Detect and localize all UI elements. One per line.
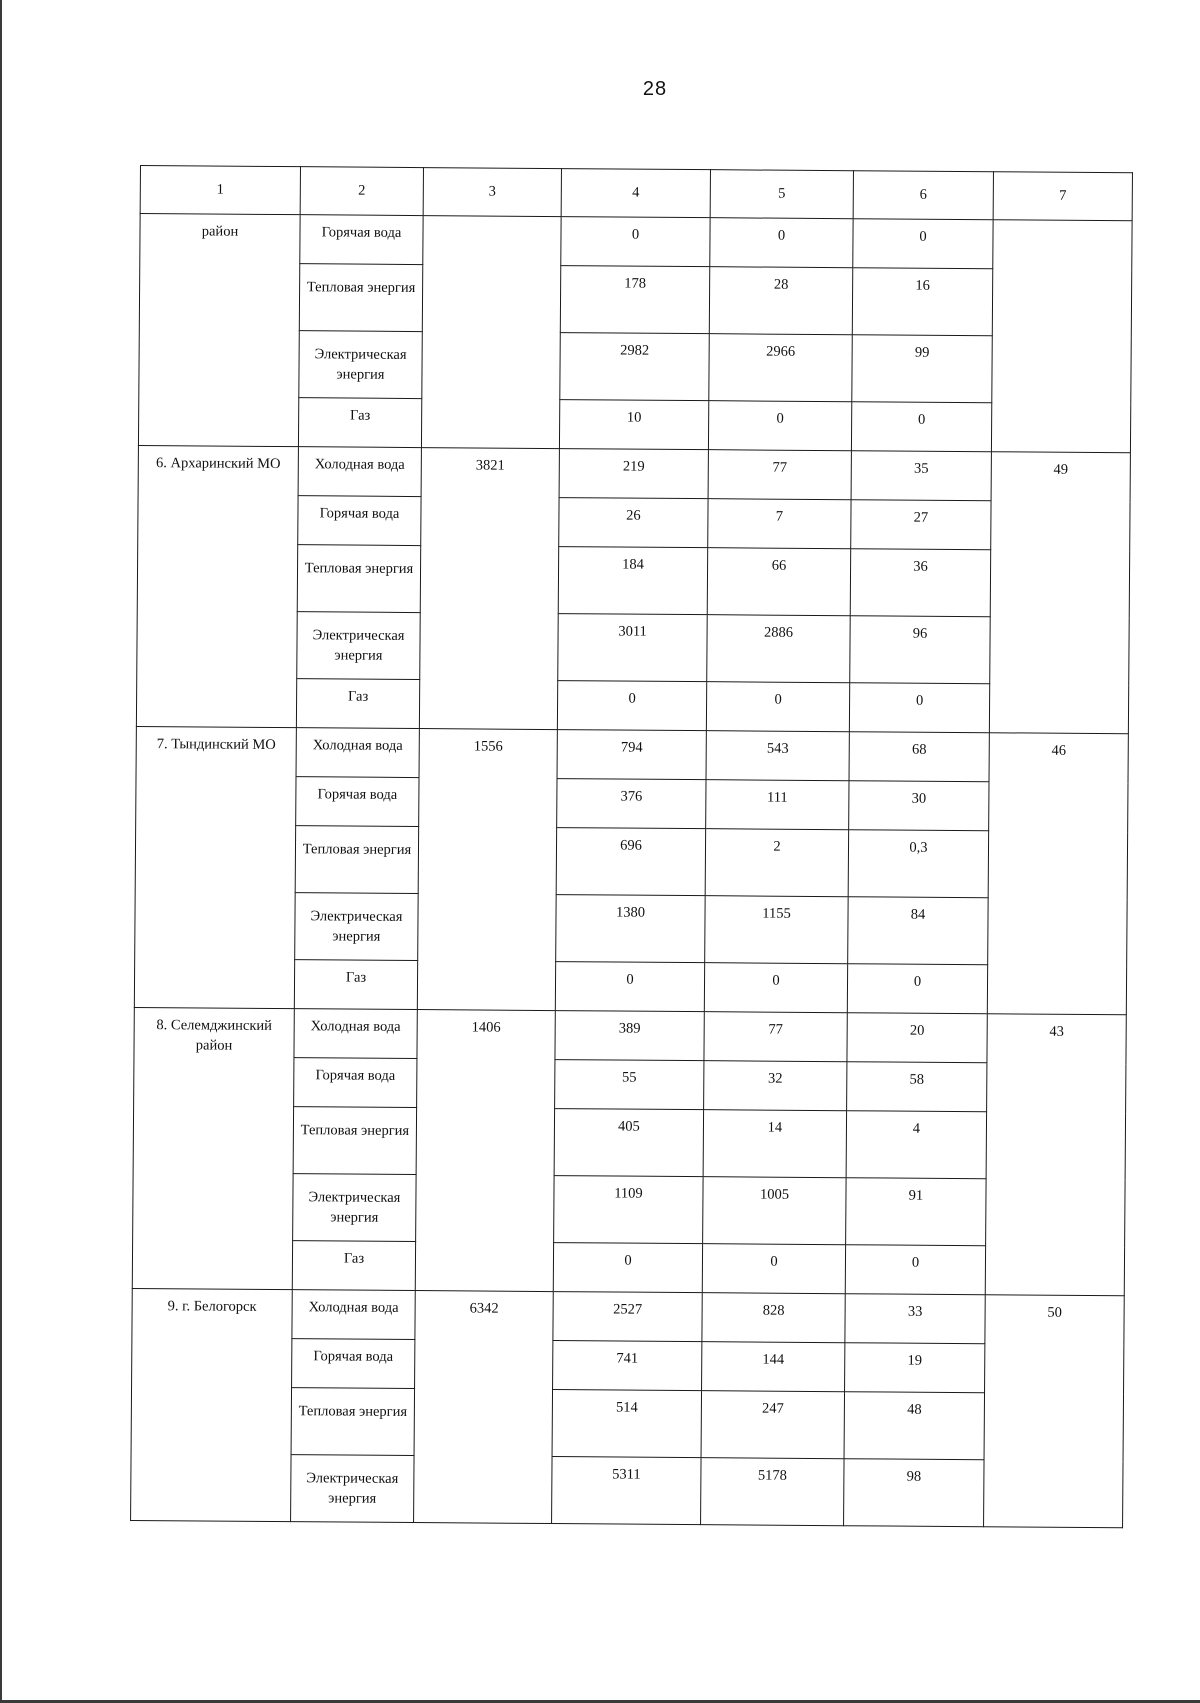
value-cell-col6: 4 xyxy=(846,1111,986,1179)
value-cell-col5: 144 xyxy=(702,1342,845,1392)
value-cell-col6: 58 xyxy=(847,1062,987,1112)
col7-cell xyxy=(991,220,1132,453)
value-cell-col6: 20 xyxy=(847,1013,987,1063)
value-cell-col5: 828 xyxy=(702,1293,845,1343)
value-cell-col4: 5311 xyxy=(552,1457,701,1525)
resource-cell: Газ xyxy=(294,960,417,1010)
value-cell-col4: 376 xyxy=(557,779,706,829)
value-cell-col5: 77 xyxy=(704,1012,847,1062)
value-cell-col5: 2966 xyxy=(709,334,852,402)
value-cell-col4: 1380 xyxy=(556,895,705,963)
table-sheet xyxy=(130,165,1132,1528)
value-cell-col4: 1109 xyxy=(554,1176,703,1244)
col7-cell: 43 xyxy=(985,1014,1126,1296)
resource-cell: Холодная вода xyxy=(292,1290,415,1340)
resource-cell: Холодная вода xyxy=(294,1009,417,1059)
value-cell-col5: 0 xyxy=(706,682,849,732)
value-cell-col5: 5178 xyxy=(701,1458,844,1526)
value-cell-col6: 0 xyxy=(853,219,993,269)
resource-cell: Газ xyxy=(296,679,419,729)
resource-cell: Горячая вода xyxy=(292,1339,415,1389)
value-cell-col6: 91 xyxy=(846,1178,986,1246)
resource-cell: Горячая вода xyxy=(298,496,421,546)
district-cell: 9. г. Белогорск xyxy=(131,1288,293,1521)
resource-cell: Тепловая энергия xyxy=(293,1107,416,1175)
value-cell-col6: 16 xyxy=(852,268,992,336)
resource-cell: Тепловая энергия xyxy=(297,545,420,613)
value-cell-col6: 98 xyxy=(844,1459,984,1527)
value-cell-col6: 96 xyxy=(850,616,990,684)
header-cell-5: 5 xyxy=(710,170,853,219)
value-cell-col6: 84 xyxy=(848,897,988,965)
value-cell-col5: 0 xyxy=(708,401,851,451)
header-cell-2: 2 xyxy=(300,167,423,216)
header-row xyxy=(140,166,1132,221)
value-cell-col6: 27 xyxy=(851,500,991,550)
value-cell-col4: 696 xyxy=(556,828,705,896)
value-cell-col6: 0 xyxy=(847,964,987,1014)
value-cell-col4: 26 xyxy=(559,498,708,548)
value-cell-col5: 0 xyxy=(702,1244,845,1294)
value-cell-col6: 0,3 xyxy=(848,830,988,898)
value-cell-col6: 99 xyxy=(852,335,992,403)
resource-cell: Электрическая энергия xyxy=(295,893,418,961)
resource-cell: Газ xyxy=(298,398,421,448)
value-cell-col4: 10 xyxy=(559,400,708,450)
col3-cell: 6342 xyxy=(414,1291,554,1524)
value-cell-col5: 14 xyxy=(703,1110,846,1178)
value-cell-col6: 30 xyxy=(849,781,989,831)
value-cell-col4: 794 xyxy=(557,730,706,780)
value-cell-col6: 0 xyxy=(845,1245,985,1295)
value-cell-col6: 48 xyxy=(844,1392,984,1460)
district-cell: 7. Тындинский МО xyxy=(134,726,296,1008)
value-cell-col5: 7 xyxy=(708,499,851,549)
resource-cell: Газ xyxy=(292,1241,415,1291)
table-row xyxy=(134,1007,1126,1063)
col3-cell: 1556 xyxy=(417,729,557,1011)
value-cell-col6: 68 xyxy=(849,732,989,782)
resource-cell: Электрическая энергия xyxy=(299,331,422,399)
resource-cell: Электрическая энергия xyxy=(291,1455,414,1523)
value-cell-col4: 0 xyxy=(553,1243,702,1293)
scan-left-edge xyxy=(0,0,2,1703)
resource-cell: Холодная вода xyxy=(296,728,419,778)
value-cell-col5: 2 xyxy=(705,829,848,897)
value-cell-col4: 0 xyxy=(555,962,704,1012)
value-cell-col5: 0 xyxy=(710,218,853,268)
value-cell-col6: 19 xyxy=(845,1343,985,1393)
resource-cell: Горячая вода xyxy=(294,1058,417,1108)
header-cell-1: 1 xyxy=(140,166,300,215)
value-cell-col4: 405 xyxy=(554,1109,703,1177)
resource-cell: Тепловая энергия xyxy=(295,826,418,894)
district-cell: район xyxy=(138,214,300,447)
resource-cell: Тепловая энергия xyxy=(291,1388,414,1456)
value-cell-col4: 0 xyxy=(561,217,710,267)
value-cell-col6: 36 xyxy=(850,549,990,617)
resource-cell: Электрическая энергия xyxy=(297,612,420,680)
col3-cell: 3821 xyxy=(419,448,559,730)
value-cell-col5: 543 xyxy=(706,731,849,781)
col3-cell: 1406 xyxy=(415,1010,555,1292)
district-cell: 8. Селемджинский район xyxy=(132,1007,294,1289)
value-cell-col5: 28 xyxy=(709,267,852,335)
value-cell-col4: 2527 xyxy=(553,1292,702,1342)
value-cell-col6: 35 xyxy=(851,451,991,501)
resource-cell: Электрическая энергия xyxy=(293,1174,416,1242)
value-cell-col5: 1005 xyxy=(703,1177,846,1245)
table-row xyxy=(132,1288,1124,1344)
value-cell-col4: 178 xyxy=(560,266,709,334)
table-body xyxy=(131,166,1133,1528)
value-cell-col5: 2886 xyxy=(707,615,850,683)
col7-cell: 50 xyxy=(984,1295,1125,1528)
header-cell-4: 4 xyxy=(561,169,710,218)
table-row xyxy=(138,445,1130,501)
value-cell-col5: 247 xyxy=(701,1391,844,1459)
value-cell-col4: 3011 xyxy=(558,614,707,682)
value-cell-col5: 0 xyxy=(704,963,847,1013)
value-cell-col5: 111 xyxy=(706,780,849,830)
value-cell-col6: 0 xyxy=(851,402,991,452)
value-cell-col5: 77 xyxy=(708,450,851,500)
header-cell-6: 6 xyxy=(853,171,993,220)
resource-cell: Холодная вода xyxy=(298,447,421,497)
value-cell-col4: 184 xyxy=(558,547,707,615)
col7-cell: 46 xyxy=(987,733,1128,1015)
value-cell-col4: 0 xyxy=(557,681,706,731)
data-table xyxy=(130,165,1133,1528)
table-row xyxy=(136,726,1128,782)
value-cell-col5: 32 xyxy=(704,1061,847,1111)
value-cell-col5: 66 xyxy=(707,548,850,616)
value-cell-col4: 514 xyxy=(552,1390,701,1458)
page-number: 28 xyxy=(642,78,668,100)
value-cell-col4: 55 xyxy=(555,1060,704,1110)
header-cell-7: 7 xyxy=(993,172,1132,221)
resource-cell: Тепловая энергия xyxy=(299,264,422,332)
value-cell-col4: 741 xyxy=(553,1341,702,1391)
district-cell: 6. Архаринский МО xyxy=(136,445,298,727)
value-cell-col4: 219 xyxy=(559,449,708,499)
col3-cell xyxy=(421,216,561,449)
col7-cell: 49 xyxy=(989,452,1130,734)
table-row xyxy=(140,214,1132,270)
resource-cell: Горячая вода xyxy=(296,777,419,827)
header-cell-3: 3 xyxy=(423,168,561,217)
value-cell-col6: 0 xyxy=(849,683,989,733)
value-cell-col5: 1155 xyxy=(705,896,848,964)
value-cell-col4: 2982 xyxy=(560,333,709,401)
value-cell-col4: 389 xyxy=(555,1011,704,1061)
resource-cell: Горячая вода xyxy=(300,215,423,265)
value-cell-col6: 33 xyxy=(845,1294,985,1344)
